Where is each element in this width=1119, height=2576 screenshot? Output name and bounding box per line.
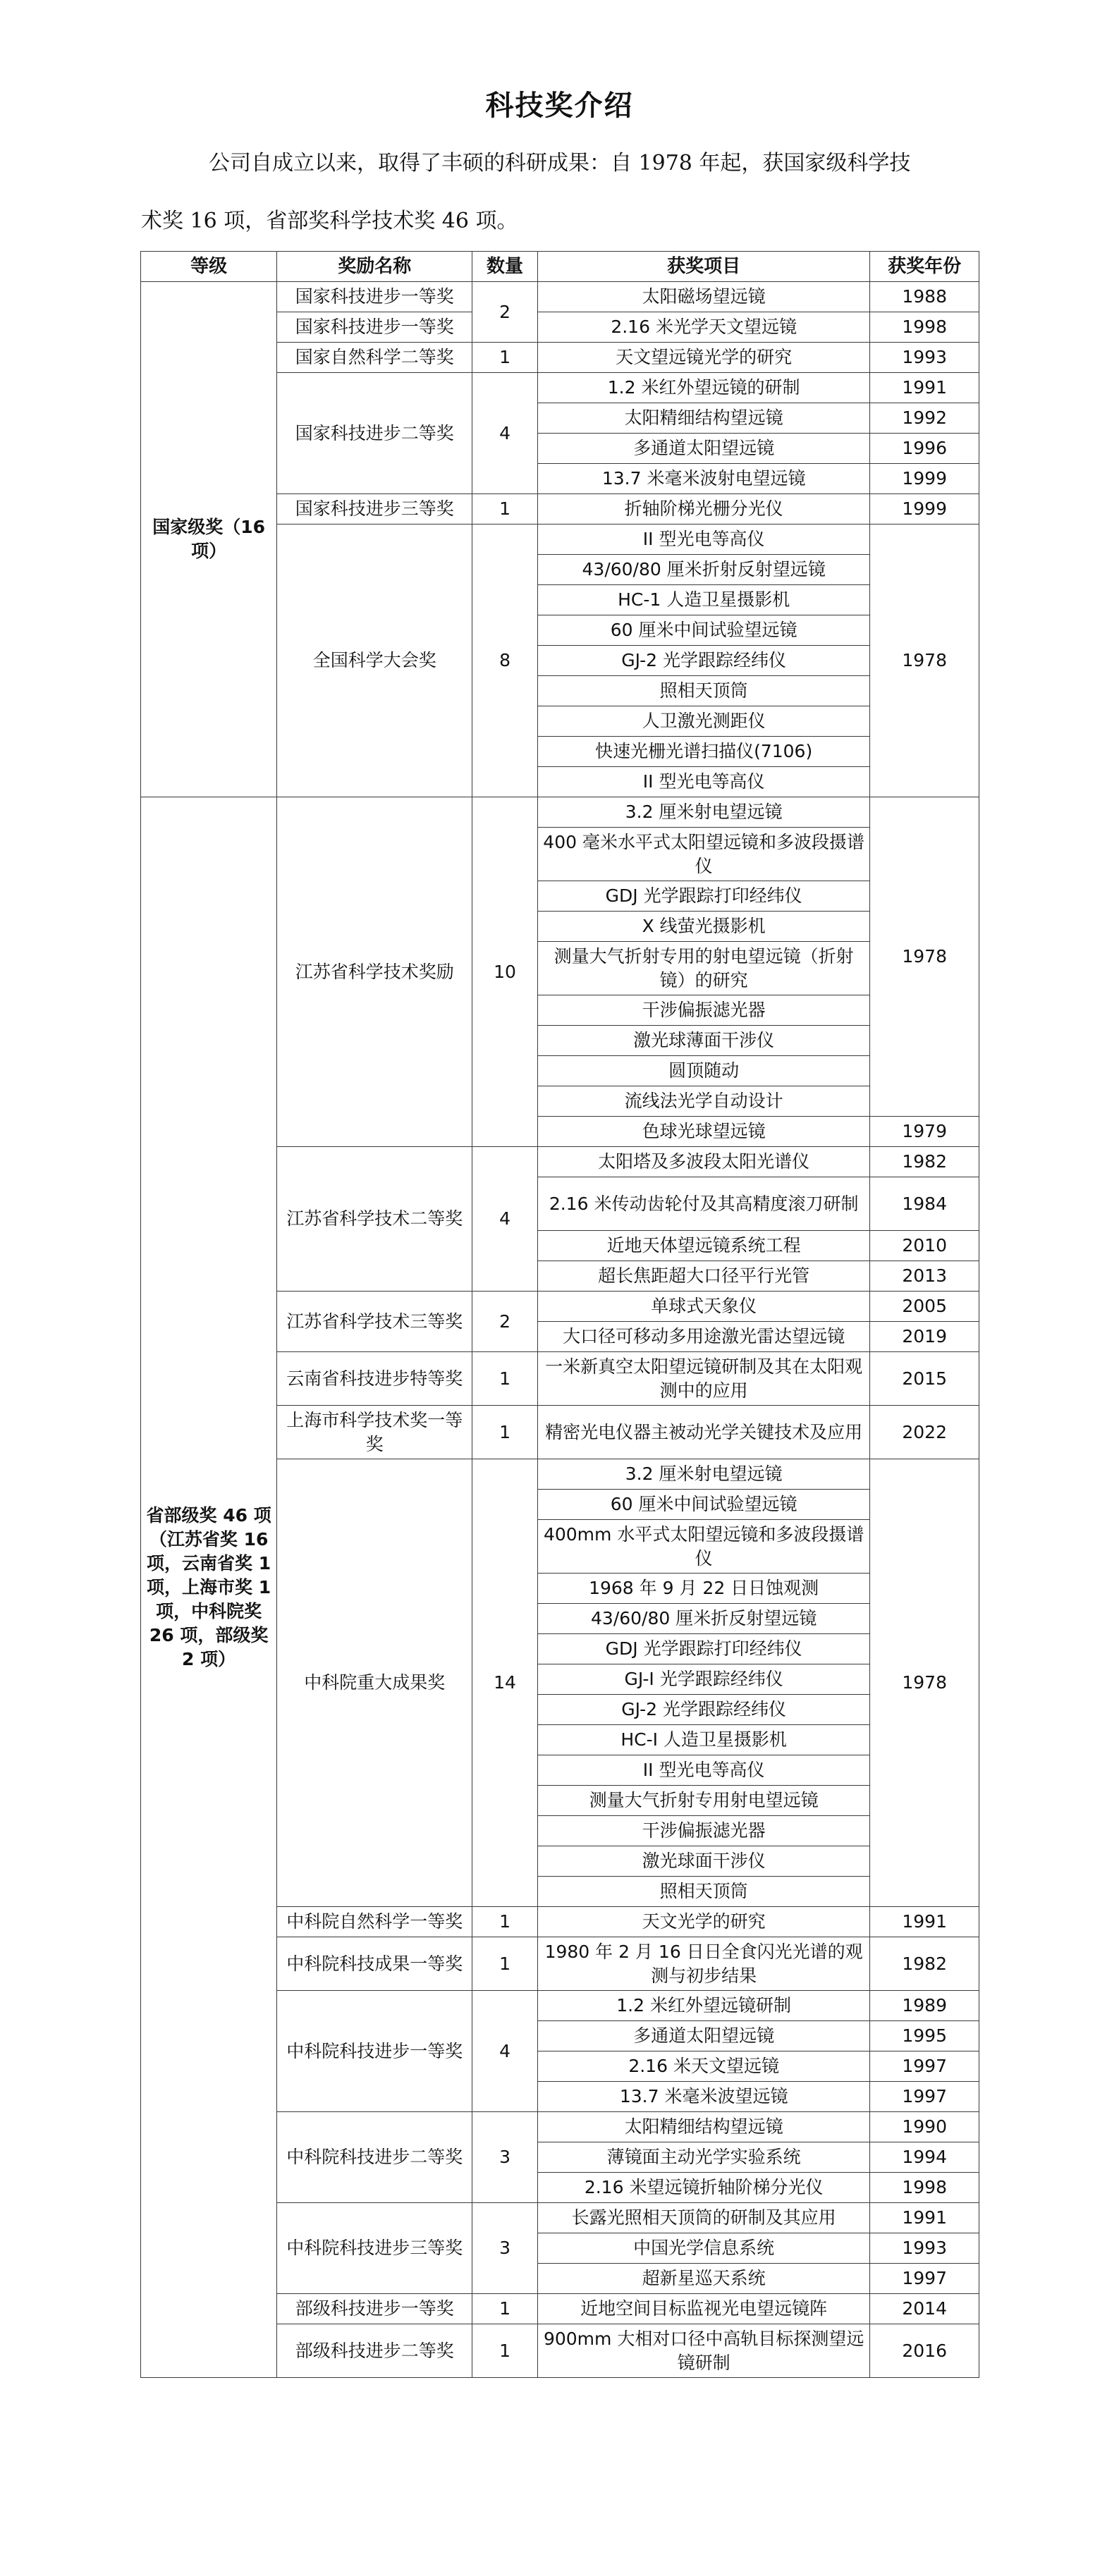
project-cell: 快速光栅光谱扫描仪(7106) <box>537 737 869 767</box>
header-count: 数量 <box>472 252 538 282</box>
project-cell: II 型光电等高仪 <box>537 1755 869 1786</box>
intro-line-1: 公司自成立以来，取得了丰硕的科研成果：自 1978 年起，获国家级科学技 <box>209 151 911 176</box>
award-name-cell: 中科院科技成果一等奖 <box>277 1937 472 1991</box>
project-cell: 太阳精细结构望远镜 <box>537 2112 869 2142</box>
year-cell: 1988 <box>870 282 979 312</box>
year-cell: 1993 <box>870 343 979 373</box>
project-cell: 2.16 米望远镜折轴阶梯分光仪 <box>537 2173 869 2203</box>
project-cell: 太阳精细结构望远镜 <box>537 403 869 434</box>
project-cell: 超新星巡天系统 <box>537 2264 869 2294</box>
project-cell: 13.7 米毫米波望远镜 <box>537 2082 869 2112</box>
project-cell: 3.2 厘米射电望远镜 <box>537 1459 869 1490</box>
table-row <box>141 797 979 828</box>
count-cell: 4 <box>472 1147 538 1292</box>
count-cell: 1 <box>472 494 538 525</box>
award-name-cell: 国家科技进步一等奖 <box>277 282 472 312</box>
project-cell: 2.16 米传动齿轮付及其高精度滚刀研制 <box>537 1177 869 1231</box>
project-cell: 60 厘米中间试验望远镜 <box>537 1490 869 1520</box>
award-name-cell: 江苏省科学技术奖励 <box>277 797 472 1147</box>
year-cell: 1997 <box>870 2264 979 2294</box>
project-cell: 一米新真空太阳望远镜研制及其在太阳观测中的应用 <box>537 1352 869 1406</box>
year-cell: 1978 <box>870 525 979 797</box>
count-cell: 1 <box>472 343 538 373</box>
award-name-cell: 国家科技进步二等奖 <box>277 373 472 494</box>
year-cell: 1996 <box>870 434 979 464</box>
count-cell: 3 <box>472 2203 538 2294</box>
count-cell: 1 <box>472 1406 538 1459</box>
project-cell: 400 毫米水平式太阳望远镜和多波段摄谱仪 <box>537 828 869 881</box>
project-cell: 13.7 米毫米波射电望远镜 <box>537 464 869 494</box>
year-cell: 2010 <box>870 1231 979 1261</box>
project-cell: 圆顶随动 <box>537 1056 869 1086</box>
project-cell: 人卫激光测距仪 <box>537 706 869 737</box>
year-cell: 1997 <box>870 2082 979 2112</box>
project-cell: 1980 年 2 月 16 日日全食闪光光谱的观测与初步结果 <box>537 1937 869 1991</box>
award-name-cell: 部级科技进步二等奖 <box>277 2324 472 2378</box>
project-cell: 干涉偏振滤光器 <box>537 1816 869 1846</box>
project-cell: HC-1 人造卫星摄影机 <box>537 585 869 615</box>
year-cell: 1999 <box>870 464 979 494</box>
project-cell: 多通道太阳望远镜 <box>537 2021 869 2051</box>
project-cell: 照相天顶筒 <box>537 676 869 706</box>
intro-line-2: 术奖 16 项，省部奖科学技术奖 46 项。 <box>141 209 518 233</box>
project-cell: II 型光电等高仪 <box>537 525 869 555</box>
page-title: 科技奖介绍 <box>485 89 634 122</box>
year-cell: 1997 <box>870 2051 979 2082</box>
project-cell: 多通道太阳望远镜 <box>537 434 869 464</box>
year-cell: 1999 <box>870 494 979 525</box>
year-cell: 1991 <box>870 373 979 403</box>
project-cell: X 线萤光摄影机 <box>537 912 869 942</box>
award-name-cell: 国家自然科学二等奖 <box>277 343 472 373</box>
year-cell: 2022 <box>870 1406 979 1459</box>
table-row <box>141 282 979 312</box>
count-cell: 1 <box>472 2294 538 2324</box>
project-cell: 干涉偏振滤光器 <box>537 995 869 1026</box>
count-cell: 1 <box>472 2324 538 2378</box>
count-cell: 1 <box>472 1352 538 1406</box>
award-name-cell: 部级科技进步一等奖 <box>277 2294 472 2324</box>
project-cell: 大口径可移动多用途激光雷达望远镜 <box>537 1322 869 1352</box>
awards-table <box>140 251 979 2378</box>
award-name-cell: 国家科技进步一等奖 <box>277 312 472 343</box>
year-cell: 2005 <box>870 1292 979 1322</box>
count-cell: 8 <box>472 525 538 797</box>
count-cell: 4 <box>472 1991 538 2112</box>
project-cell: 单球式天象仪 <box>537 1292 869 1322</box>
project-cell: HC-I 人造卫星摄影机 <box>537 1725 869 1755</box>
year-cell: 1998 <box>870 312 979 343</box>
project-cell: II 型光电等高仪 <box>537 767 869 797</box>
header-award-name: 奖励名称 <box>277 252 472 282</box>
project-cell: 太阳磁场望远镜 <box>537 282 869 312</box>
count-cell: 1 <box>472 1937 538 1991</box>
project-cell: GJ-2 光学跟踪经纬仪 <box>537 1695 869 1725</box>
project-cell: 43/60/80 厘米折射反射望远镜 <box>537 555 869 585</box>
project-cell: 中国光学信息系统 <box>537 2233 869 2264</box>
year-cell: 1991 <box>870 1907 979 1937</box>
project-cell: 近地空间目标监视光电望远镜阵 <box>537 2294 869 2324</box>
count-cell: 3 <box>472 2112 538 2203</box>
project-cell: 折轴阶梯光栅分光仪 <box>537 494 869 525</box>
table-header-row <box>141 252 979 282</box>
award-name-cell: 中科院重大成果奖 <box>277 1459 472 1907</box>
table-body <box>141 282 979 2378</box>
award-name-cell: 中科院科技进步二等奖 <box>277 2112 472 2203</box>
award-name-cell: 中科院自然科学一等奖 <box>277 1907 472 1937</box>
project-cell: 60 厘米中间试验望远镜 <box>537 615 869 646</box>
project-cell: 天文望远镜光学的研究 <box>537 343 869 373</box>
award-name-cell: 全国科学大会奖 <box>277 525 472 797</box>
year-cell: 1982 <box>870 1937 979 1991</box>
project-cell: 精密光电仪器主被动光学关键技术及应用 <box>537 1406 869 1459</box>
header-level: 等级 <box>141 252 277 282</box>
year-cell: 2019 <box>870 1322 979 1352</box>
award-name-cell: 江苏省科学技术三等奖 <box>277 1292 472 1352</box>
count-cell: 14 <box>472 1459 538 1907</box>
project-cell: 超长焦距超大口径平行光管 <box>537 1261 869 1292</box>
level-cell: 国家级奖（16 项） <box>141 282 277 797</box>
project-cell: 2.16 米光学天文望远镜 <box>537 312 869 343</box>
year-cell: 1991 <box>870 2203 979 2233</box>
year-cell: 1998 <box>870 2173 979 2203</box>
year-cell: 1982 <box>870 1147 979 1177</box>
year-cell: 1990 <box>870 2112 979 2142</box>
project-cell: 激光球薄面干涉仪 <box>537 1026 869 1056</box>
award-name-cell: 江苏省科学技术二等奖 <box>277 1147 472 1292</box>
header-project: 获奖项目 <box>537 252 869 282</box>
project-cell: 近地天体望远镜系统工程 <box>537 1231 869 1261</box>
project-cell: 43/60/80 厘米折反射望远镜 <box>537 1604 869 1634</box>
project-cell: 照相天顶筒 <box>537 1877 869 1907</box>
year-cell: 1992 <box>870 403 979 434</box>
project-cell: 天文光学的研究 <box>537 1907 869 1937</box>
project-cell: 薄镜面主动光学实验系统 <box>537 2142 869 2173</box>
year-cell: 1984 <box>870 1177 979 1231</box>
year-cell: 1993 <box>870 2233 979 2264</box>
year-cell: 1995 <box>870 2021 979 2051</box>
award-name-cell: 中科院科技进步三等奖 <box>277 2203 472 2294</box>
year-cell: 1989 <box>870 1991 979 2021</box>
project-cell: 1968 年 9 月 22 日日蚀观测 <box>537 1574 869 1604</box>
count-cell: 2 <box>472 282 538 343</box>
project-cell: GJ-2 光学跟踪经纬仪 <box>537 646 869 676</box>
count-cell: 4 <box>472 373 538 494</box>
project-cell: 激光球面干涉仪 <box>537 1846 869 1877</box>
year-cell: 1994 <box>870 2142 979 2173</box>
year-cell: 2013 <box>870 1261 979 1292</box>
count-cell: 1 <box>472 1907 538 1937</box>
year-cell: 2016 <box>870 2324 979 2378</box>
project-cell: GDJ 光学跟踪打印经纬仪 <box>537 881 869 912</box>
year-cell: 1978 <box>870 797 979 1117</box>
header-year: 获奖年份 <box>870 252 979 282</box>
award-name-cell: 中科院科技进步一等奖 <box>277 1991 472 2112</box>
project-cell: 色球光球望远镜 <box>537 1117 869 1147</box>
project-cell: 流线法光学自动设计 <box>537 1086 869 1117</box>
project-cell: GJ-I 光学跟踪经纬仪 <box>537 1664 869 1695</box>
count-cell: 2 <box>472 1292 538 1352</box>
award-name-cell: 国家科技进步三等奖 <box>277 494 472 525</box>
award-name-cell: 上海市科学技术奖一等奖 <box>277 1406 472 1459</box>
year-cell: 1978 <box>870 1459 979 1907</box>
project-cell: 测量大气折射专用射电望远镜 <box>537 1786 869 1816</box>
project-cell: 2.16 米天文望远镜 <box>537 2051 869 2082</box>
project-cell: 900mm 大相对口径中高轨目标探测望远镜研制 <box>537 2324 869 2378</box>
project-cell: 1.2 米红外望远镜的研制 <box>537 373 869 403</box>
level-cell: 省部级奖 46 项（江苏省奖 16 项，云南省奖 1 项，上海市奖 1 项，中科院奖 26 项，部级奖 2 项） <box>141 797 277 2378</box>
project-cell: 1.2 米红外望远镜研制 <box>537 1991 869 2021</box>
project-cell: 太阳塔及多波段太阳光谱仪 <box>537 1147 869 1177</box>
project-cell: 长露光照相天顶筒的研制及其应用 <box>537 2203 869 2233</box>
count-cell: 10 <box>472 797 538 1147</box>
project-cell: 400mm 水平式太阳望远镜和多波段摄谱仪 <box>537 1520 869 1574</box>
award-name-cell: 云南省科技进步特等奖 <box>277 1352 472 1406</box>
project-cell: 3.2 厘米射电望远镜 <box>537 797 869 828</box>
year-cell: 1979 <box>870 1117 979 1147</box>
year-cell: 2014 <box>870 2294 979 2324</box>
project-cell: GDJ 光学跟踪打印经纬仪 <box>537 1634 869 1664</box>
year-cell: 2015 <box>870 1352 979 1406</box>
project-cell: 测量大气折射专用的射电望远镜（折射镜）的研究 <box>537 942 869 995</box>
